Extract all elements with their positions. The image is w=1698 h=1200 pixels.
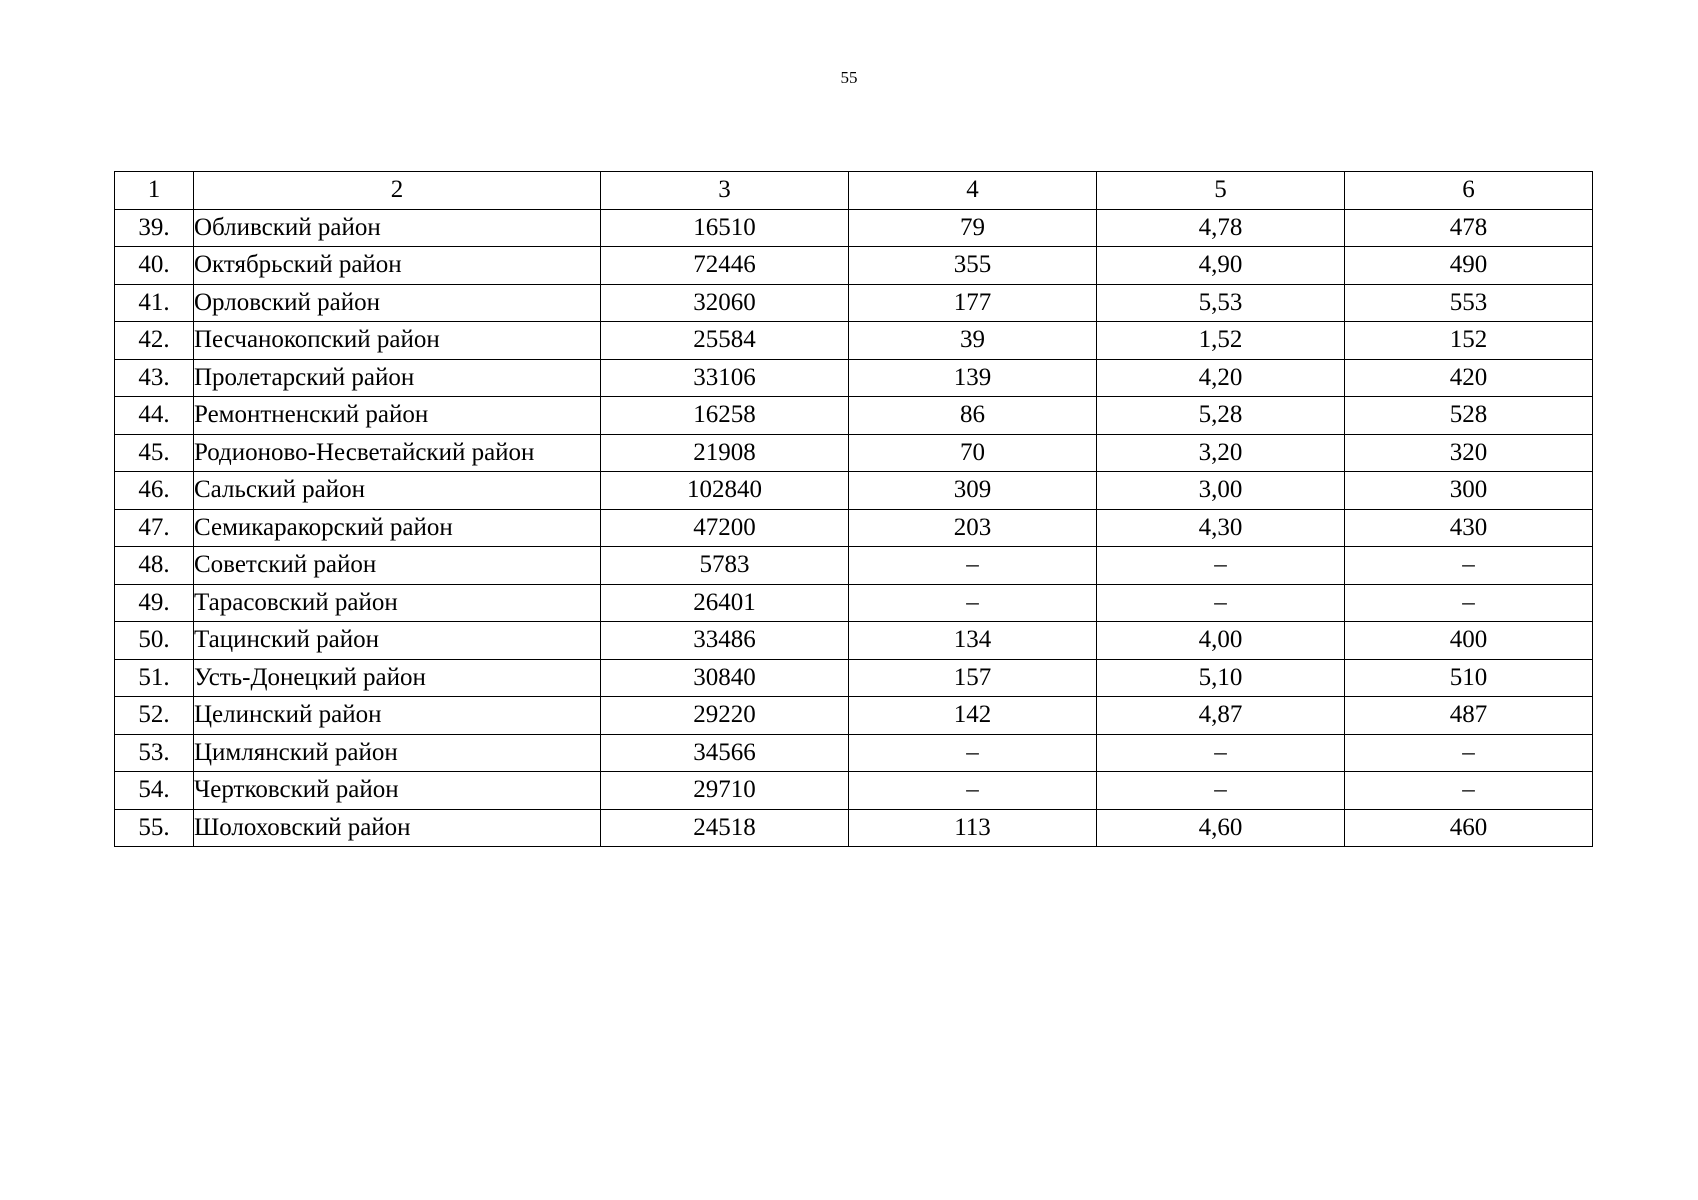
value-cell-3: 29710 xyxy=(601,772,849,810)
value-cell-3: 33486 xyxy=(601,622,849,660)
column-number-cell: 4 xyxy=(849,172,1097,210)
value-cell-4: – xyxy=(849,734,1097,772)
value-cell-5: 5,53 xyxy=(1097,284,1345,322)
value-cell-6: – xyxy=(1345,584,1593,622)
value-cell-3: 102840 xyxy=(601,472,849,510)
district-name-cell: Семикаракорский район xyxy=(194,509,601,547)
value-cell-6: 553 xyxy=(1345,284,1593,322)
row-number-cell: 51. xyxy=(115,659,194,697)
row-number-cell: 44. xyxy=(115,397,194,435)
district-name-cell: Родионово-Несветайский район xyxy=(194,434,601,472)
column-number-cell: 1 xyxy=(115,172,194,210)
value-cell-5: 4,78 xyxy=(1097,209,1345,247)
value-cell-6: 510 xyxy=(1345,659,1593,697)
value-cell-3: 25584 xyxy=(601,322,849,360)
district-name-cell: Октябрьский район xyxy=(194,247,601,285)
district-name-cell: Чертковский район xyxy=(194,772,601,810)
value-cell-6: 152 xyxy=(1345,322,1593,360)
district-table xyxy=(114,171,1593,847)
value-cell-5: 4,90 xyxy=(1097,247,1345,285)
value-cell-3: 5783 xyxy=(601,547,849,585)
district-name-cell: Обливский район xyxy=(194,209,601,247)
value-cell-4: 355 xyxy=(849,247,1097,285)
district-name-cell: Песчанокопский район xyxy=(194,322,601,360)
district-name-cell: Тарасовский район xyxy=(194,584,601,622)
table-row xyxy=(115,359,1593,397)
value-cell-5: 5,10 xyxy=(1097,659,1345,697)
value-cell-3: 47200 xyxy=(601,509,849,547)
value-cell-5: 4,30 xyxy=(1097,509,1345,547)
table-header-row xyxy=(115,172,1593,210)
value-cell-3: 16258 xyxy=(601,397,849,435)
value-cell-4: 177 xyxy=(849,284,1097,322)
row-number-cell: 41. xyxy=(115,284,194,322)
value-cell-4: 309 xyxy=(849,472,1097,510)
table-body xyxy=(115,172,1593,847)
value-cell-5: – xyxy=(1097,734,1345,772)
value-cell-3: 30840 xyxy=(601,659,849,697)
district-name-cell: Сальский район xyxy=(194,472,601,510)
table-row xyxy=(115,659,1593,697)
table-row xyxy=(115,322,1593,360)
value-cell-3: 21908 xyxy=(601,434,849,472)
value-cell-5: 3,20 xyxy=(1097,434,1345,472)
value-cell-5: – xyxy=(1097,547,1345,585)
value-cell-5: – xyxy=(1097,772,1345,810)
table-row xyxy=(115,247,1593,285)
district-name-cell: Тацинский район xyxy=(194,622,601,660)
value-cell-5: 4,60 xyxy=(1097,809,1345,847)
row-number-cell: 49. xyxy=(115,584,194,622)
table-row xyxy=(115,809,1593,847)
district-name-cell: Орловский район xyxy=(194,284,601,322)
row-number-cell: 46. xyxy=(115,472,194,510)
value-cell-4: 39 xyxy=(849,322,1097,360)
value-cell-4: 142 xyxy=(849,697,1097,735)
column-number-cell: 5 xyxy=(1097,172,1345,210)
table-row xyxy=(115,434,1593,472)
row-number-cell: 50. xyxy=(115,622,194,660)
value-cell-5: 4,87 xyxy=(1097,697,1345,735)
value-cell-6: 430 xyxy=(1345,509,1593,547)
value-cell-6: – xyxy=(1345,772,1593,810)
table-row xyxy=(115,284,1593,322)
table-row xyxy=(115,472,1593,510)
value-cell-4: 113 xyxy=(849,809,1097,847)
value-cell-3: 32060 xyxy=(601,284,849,322)
value-cell-6: 400 xyxy=(1345,622,1593,660)
row-number-cell: 55. xyxy=(115,809,194,847)
value-cell-6: 300 xyxy=(1345,472,1593,510)
value-cell-3: 24518 xyxy=(601,809,849,847)
table-row xyxy=(115,509,1593,547)
value-cell-3: 34566 xyxy=(601,734,849,772)
value-cell-4: 157 xyxy=(849,659,1097,697)
value-cell-4: 79 xyxy=(849,209,1097,247)
value-cell-4: 134 xyxy=(849,622,1097,660)
district-name-cell: Цимлянский район xyxy=(194,734,601,772)
row-number-cell: 40. xyxy=(115,247,194,285)
row-number-cell: 47. xyxy=(115,509,194,547)
row-number-cell: 42. xyxy=(115,322,194,360)
table-row xyxy=(115,209,1593,247)
value-cell-6: – xyxy=(1345,547,1593,585)
table-row xyxy=(115,622,1593,660)
value-cell-3: 26401 xyxy=(601,584,849,622)
value-cell-4: – xyxy=(849,584,1097,622)
value-cell-6: 490 xyxy=(1345,247,1593,285)
table-row xyxy=(115,772,1593,810)
value-cell-4: 70 xyxy=(849,434,1097,472)
table-row xyxy=(115,734,1593,772)
page-number: 55 xyxy=(840,68,858,87)
row-number-cell: 48. xyxy=(115,547,194,585)
value-cell-4: 86 xyxy=(849,397,1097,435)
district-name-cell: Пролетарский район xyxy=(194,359,601,397)
value-cell-6: 528 xyxy=(1345,397,1593,435)
district-name-cell: Целинский район xyxy=(194,697,601,735)
value-cell-3: 72446 xyxy=(601,247,849,285)
district-name-cell: Усть-Донецкий район xyxy=(194,659,601,697)
value-cell-4: – xyxy=(849,547,1097,585)
value-cell-6: 320 xyxy=(1345,434,1593,472)
value-cell-6: 478 xyxy=(1345,209,1593,247)
value-cell-3: 16510 xyxy=(601,209,849,247)
row-number-cell: 52. xyxy=(115,697,194,735)
row-number-cell: 53. xyxy=(115,734,194,772)
value-cell-6: – xyxy=(1345,734,1593,772)
column-number-cell: 3 xyxy=(601,172,849,210)
value-cell-5: 4,20 xyxy=(1097,359,1345,397)
table-row xyxy=(115,697,1593,735)
value-cell-4: – xyxy=(849,772,1097,810)
table-row xyxy=(115,584,1593,622)
value-cell-3: 33106 xyxy=(601,359,849,397)
table-row xyxy=(115,397,1593,435)
value-cell-4: 139 xyxy=(849,359,1097,397)
value-cell-5: 4,00 xyxy=(1097,622,1345,660)
value-cell-5: – xyxy=(1097,584,1345,622)
value-cell-6: 460 xyxy=(1345,809,1593,847)
row-number-cell: 39. xyxy=(115,209,194,247)
value-cell-3: 29220 xyxy=(601,697,849,735)
district-name-cell: Шолоховский район xyxy=(194,809,601,847)
district-name-cell: Советский район xyxy=(194,547,601,585)
column-number-cell: 6 xyxy=(1345,172,1593,210)
value-cell-6: 420 xyxy=(1345,359,1593,397)
row-number-cell: 54. xyxy=(115,772,194,810)
row-number-cell: 45. xyxy=(115,434,194,472)
value-cell-5: 5,28 xyxy=(1097,397,1345,435)
row-number-cell: 43. xyxy=(115,359,194,397)
value-cell-4: 203 xyxy=(849,509,1097,547)
value-cell-5: 1,52 xyxy=(1097,322,1345,360)
table-row xyxy=(115,547,1593,585)
value-cell-5: 3,00 xyxy=(1097,472,1345,510)
column-number-cell: 2 xyxy=(194,172,601,210)
district-name-cell: Ремонтненский район xyxy=(194,397,601,435)
value-cell-6: 487 xyxy=(1345,697,1593,735)
